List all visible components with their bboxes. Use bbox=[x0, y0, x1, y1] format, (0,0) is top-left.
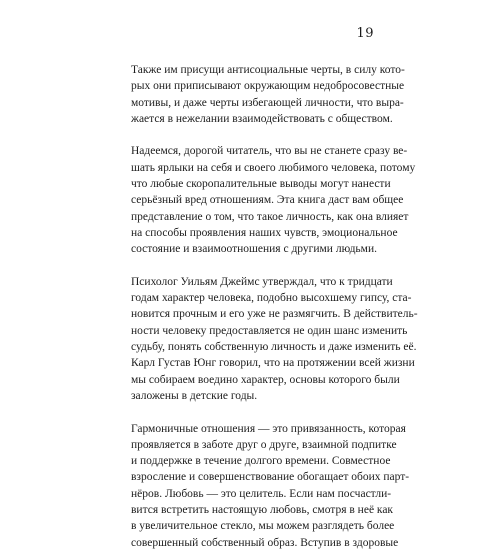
paragraph-3 bbox=[131, 274, 418, 404]
text-line: проявляется в заботе друг о друге, взаимной подпитке bbox=[131, 438, 397, 451]
text-line: годам характер человека, подобно высохшему гипсу, ста- bbox=[131, 292, 412, 305]
text-line: серьёзный вред отношениям. Эта книга даст вам общее bbox=[131, 194, 404, 207]
paragraph-2 bbox=[131, 143, 416, 257]
text-line: новится прочным и его уже не размягчить. В действитель- bbox=[131, 308, 418, 321]
text-line: в увеличительное стекло, мы можем разглядеть более bbox=[131, 520, 395, 533]
text-line: нёров. Любовь — это целитель. Если нам посчастли- bbox=[131, 487, 392, 500]
text-line: ности человеку предоставляется не один шанс изменить bbox=[131, 324, 408, 337]
text-line: заложены в детские годы. bbox=[131, 389, 258, 402]
text-line: мотивы, и даже черты избегающей личности, что выра- bbox=[131, 96, 404, 109]
text-line: совершенный собственный образ. Вступив в здоровые bbox=[131, 536, 399, 549]
text-line: Надеемся, дорогой читатель, что вы не станете сразу ве- bbox=[131, 145, 408, 158]
text-line: Психолог Уильям Джеймс утверждал, что к тридцати bbox=[131, 275, 393, 288]
paragraph-1 bbox=[131, 62, 405, 127]
text-line: рых они приписывают окружающим недоброcовестные bbox=[131, 80, 405, 93]
text-line: судьбу, понять собственную личность и даже изменить её. bbox=[131, 341, 417, 354]
paragraph-gap bbox=[131, 404, 371, 420]
text-line: вится встретить настоящую любовь, смотря в неё как bbox=[131, 504, 394, 517]
paragraph-gap bbox=[131, 258, 371, 274]
paragraph-gap bbox=[131, 127, 371, 143]
text-line: состояние и взаимоотношения с другими людьми. bbox=[131, 243, 377, 256]
text-line: мы собираем воедино характер, основы которого были bbox=[131, 373, 400, 386]
paragraph-4 bbox=[131, 421, 410, 551]
text-line: представление о том, что такое личность, как она влияет bbox=[131, 210, 409, 223]
text-line: шать ярлыки на себя и своего любимого человека, потому bbox=[131, 161, 416, 174]
text-line: Гармоничные отношения — это привязанность, которая bbox=[131, 422, 406, 435]
text-line: на способы проявления наших чувств, эмоциональное bbox=[131, 226, 398, 239]
text-line: Карл Густав Юнг говорил, что на протяжении всей жизни bbox=[131, 357, 415, 370]
page-number: 19 bbox=[356, 26, 374, 41]
text-line: взросление и совершенствование обогащает обоих парт- bbox=[131, 471, 410, 484]
text-line: и поддержке в течение долгого времени. Совместное bbox=[131, 455, 391, 468]
text-line: Также им присущи антисоциальные черты, в силу кото- bbox=[131, 64, 405, 76]
text-column bbox=[131, 62, 418, 551]
text-line: жается в нежелании взаимодействовать с обществом. bbox=[131, 112, 393, 125]
text-line: что любые скоропалительные выводы могут нанести bbox=[131, 178, 391, 191]
